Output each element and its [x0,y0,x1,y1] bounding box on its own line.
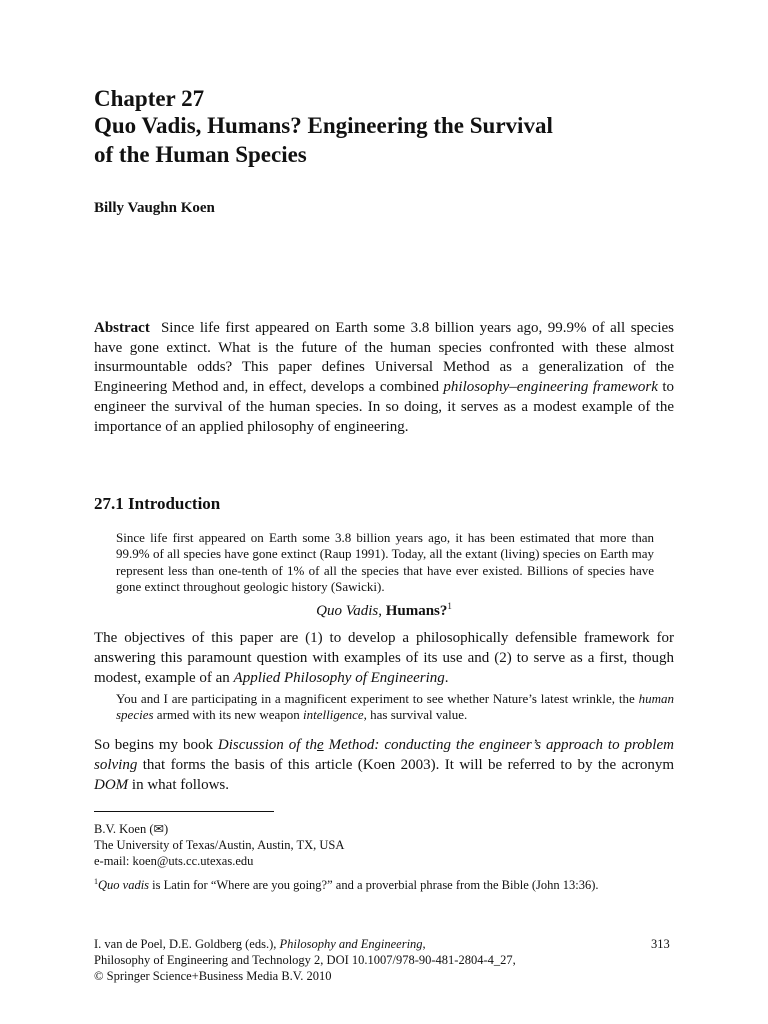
publication-info [94,937,516,984]
footnote-marker: 1 [447,601,452,611]
quote-text: You and I are participating in a magnificent experiment to see whether Nature’s latest wrinkle, the [116,691,639,706]
book-title-part: Discussion of th [217,737,317,753]
quo-vadis-line [0,601,768,620]
publication-text: I. van de Poel, D.E. Goldberg (eds.), [94,937,280,951]
abstract-text: Since life first appeared on Earth some 3.8 billion years ago, 99.9% of all species have gone extinct. What is the future of the human species confronted with these almost insurmountable odds? This paper defines Universal Method as a generalization of the Engineering Method and, in effect, develops a combined [94,320,675,396]
footnote-italic: Quo vadis [98,878,150,893]
block-quote [116,691,674,724]
footnote-text: is Latin for “Where are you going?” and a proverbial phrase from the Bible (John 13:36). [149,878,599,893]
quote-text: armed with its new weapon [153,707,304,723]
affiliation-email: e-mail: koen@uts.cc.utexas.edu [94,853,254,868]
paragraph-emphasis: Applied Philosophy of Engineering [233,670,445,686]
author-name: Billy Vaughn Koen [94,200,215,216]
acronym: DOM [94,777,129,793]
paragraph-text: So begins my book [94,737,218,753]
abstract-text: to engineer the survival of the human species. In so doing, it serves as a modest example of the importance of an applied philosophy of engineering. [94,379,674,435]
publication-line: Philosophy of Engineering and Technology 2, DOI 10.1007/978-90-481-2804-4_27, [94,952,516,967]
chapter-title-line: Quo Vadis, Humans? Engineering the Survival [94,113,553,138]
page-number: 313 [651,937,670,951]
affiliation-name: B.V. Koen (✉) [94,822,169,836]
quo-vadis-italic: Quo Vadis [316,603,379,619]
quote-emphasis: intelligence [303,707,364,723]
block-quote: Since life first appeared on Earth some 3.8 billion years ago, it has been estimated that more than 99.9% of all species have gone extinct (Raup 1991). Today, all the extant (living) species on Earth may represent less than one-tenth of 1% of all the species that have ever existed. Billions of species have gone extinct throughout geologic history (Sawicki). [116,530,654,594]
quo-vadis-comma: , [378,603,386,619]
author-affiliation [94,822,344,869]
chapter-title [94,111,694,169]
book-title-underlined: e [316,737,324,753]
chapter-label: Chapter 27 [94,86,205,111]
book-title-part: Method: conducting the engineer’s approach to problem solving [94,737,674,773]
body-paragraph [94,735,674,795]
quote-text: , has survival value. [363,707,468,723]
publication-line: © Springer Science+Business Media B.V. 2010 [94,968,332,983]
paragraph-text: The objectives of this paper are (1) to develop a philosophically defensible framework for answering this paramount question with examples of its use and (2) to serve as a first, though modest, example of an [94,630,674,686]
section-heading: 27.1 Introduction [94,494,221,513]
paragraph-text: . [444,670,449,686]
quo-vadis-bold: Humans? [385,603,448,619]
abstract-emphasis: philosophy–engineering framework [443,379,658,396]
footnote-number: 1 [94,877,98,886]
chapter-title-line: of the Human Species [94,142,307,167]
abstract [94,319,674,437]
quote-emphasis: human species [116,691,674,723]
paragraph-text: that forms the basis of this article (Koen 2003). It will be referred to by the acronym [137,757,674,773]
abstract-label: Abstract [94,320,150,336]
paragraph-text: in what follows. [128,777,229,793]
publication-line [94,937,516,953]
publication-text: , [422,937,426,951]
footnote-rule [94,811,274,812]
affiliation-university: The University of Texas/Austin, Austin, TX, USA [94,837,345,852]
publication-book-title: Philosophy and Engineering [279,937,423,951]
body-paragraph [94,628,674,688]
footnote [94,874,674,894]
